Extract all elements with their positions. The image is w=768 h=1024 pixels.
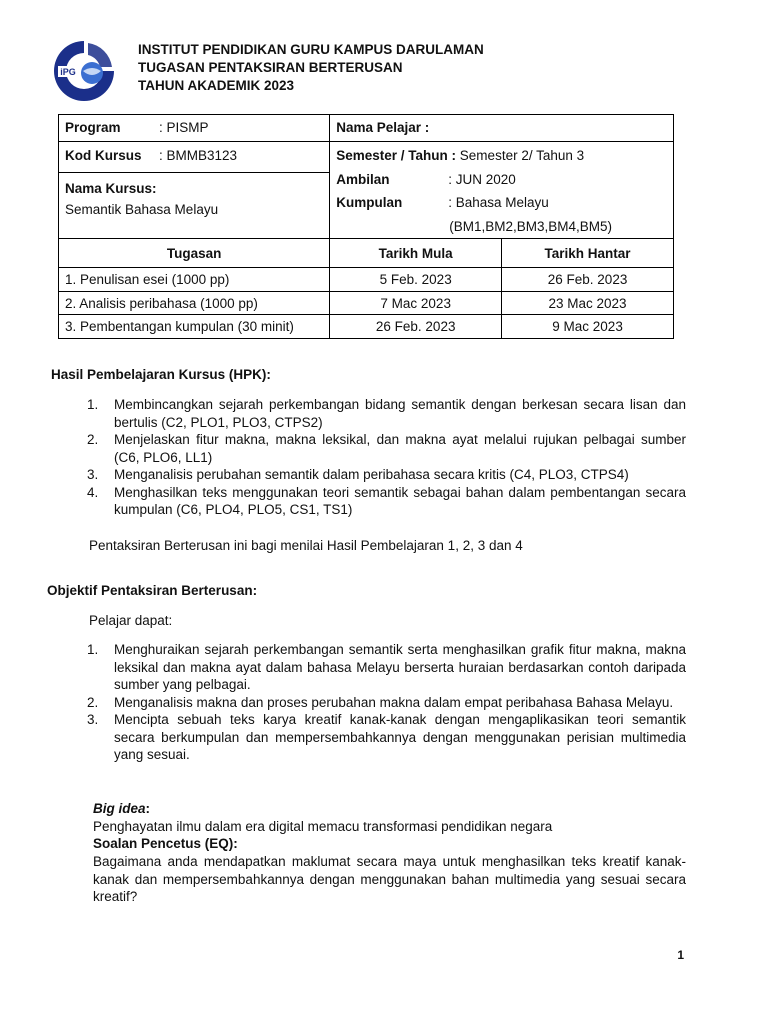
ambilan-value: : JUN 2020 (448, 171, 516, 187)
big-idea-text: Penghayatan ilmu dalam era digital memacu transformasi pendidikan negara (93, 819, 553, 834)
program-label: Program (65, 120, 121, 135)
ambilan-label: Ambilan (336, 171, 390, 187)
document-header (138, 41, 484, 95)
nama-pelajar-cell (330, 115, 674, 142)
kumpulan-value: : Bahasa Melayu (448, 195, 549, 210)
soalan-label: Soalan Pencetus (EQ): (93, 836, 238, 851)
nama-kursus-label: Nama Kursus (65, 180, 153, 196)
table-row (59, 268, 674, 292)
task-due-date: 26 Feb. 2023 (502, 268, 674, 292)
institution-title: INSTITUT PENDIDIKAN GURU KAMPUS DARULAMAN (138, 42, 484, 57)
task-start-date: 26 Feb. 2023 (330, 315, 502, 339)
header-tugasan: Tugasan (59, 239, 330, 268)
soalan-text: Bagaimana anda mendapatkan maklumat secara maya untuk menghasilkan teks kreatif kanak-kanak dan mempersembahkannya dengan menggunakan bahan multimedia yang sesuai secara kreatif? (93, 854, 686, 904)
kumpulan-label: Kumpulan (336, 195, 403, 210)
semester-cell (330, 142, 674, 239)
header-tarikh-hantar: Tarikh Hantar (502, 239, 674, 268)
logo-text: iPG (60, 67, 76, 77)
kod-kursus-cell (59, 142, 330, 173)
nama-kursus-cell (59, 172, 330, 238)
semester-label: Semester / Tahun : (336, 148, 457, 163)
header-tarikh-mula: Tarikh Mula (330, 239, 502, 268)
kod-kursus-label: Kod Kursus (65, 148, 142, 163)
task-name: 3. Pembentangan kumpulan (30 minit) (59, 315, 330, 339)
hpk-title: Hasil Pembelajaran Kursus (HPK): (51, 367, 271, 382)
task-due-date: 23 Mac 2023 (502, 292, 674, 315)
task-start-date: 5 Feb. 2023 (330, 268, 502, 292)
list-item: 2. Menjelaskan fitur makna, makna leksikal, dan makna ayat melalui rujukan pelbagai sumber (C6, PLO6, LL1) (87, 432, 686, 465)
list-item: 3. Mencipta sebuah teks karya kreatif kanak-kanak dengan mengaplikasikan teori semantik secara berkumpulan dan mempersembahkannya dengan menggunakan perisian multimedia yang sesuai. (87, 712, 686, 762)
objektif-title: Objektif Pentaksiran Berterusan: (47, 583, 258, 598)
table-row (59, 292, 674, 315)
academic-year: TAHUN AKADEMIK 2023 (138, 78, 295, 93)
task-name: 1. Penulisan esei (1000 pp) (59, 268, 330, 292)
assignment-title: TUGASAN PENTAKSIRAN BERTERUSAN (138, 60, 403, 75)
big-idea-label: Big idea: (93, 801, 151, 816)
course-info-table (58, 114, 674, 339)
semester-value: Semester 2/ Tahun 3 (459, 148, 585, 163)
program-value: : PISMP (159, 120, 209, 135)
hpk-list (87, 396, 686, 519)
objektif-list (87, 641, 686, 764)
list-item: 1. Menghuraikan sejarah perkembangan semantik serta menghasilkan grafik fitur makna, makna leksikal dan makna ayat dalam bahasa Melayu berserta huraian berdasarkan contoh daripada sumber yang pelbagai. (87, 642, 686, 692)
task-due-date: 9 Mac 2023 (502, 315, 674, 339)
nama-kursus-colon: : (152, 180, 157, 196)
nama-kursus-value: Semantik Bahasa Melayu (65, 201, 219, 217)
hpk-note: Pentaksiran Berterusan ini bagi menilai Hasil Pembelajaran 1, 2, 3 dan 4 (89, 538, 523, 553)
task-start-date: 7 Mac 2023 (330, 292, 502, 315)
nama-pelajar-label: Nama Pelajar : (336, 120, 430, 135)
list-item: 3. Menganalisis perubahan semantik dalam peribahasa secara kritis (C4, PLO3, CTPS4) (87, 467, 629, 482)
objektif-intro: Pelajar dapat: (89, 613, 173, 628)
task-name: 2. Analisis peribahasa (1000 pp) (59, 292, 330, 315)
list-item: 2. Menganalisis makna dan proses perubahan makna dalam empat peribahasa Bahasa Melayu. (87, 694, 674, 710)
list-item: 4. Menghasilkan teks menggunakan teori semantik sebagai bahan dalam pembentangan secara kumpulan (C6, PLO4, PLO5, CS1, TS1) (87, 484, 686, 517)
program-cell (59, 115, 330, 142)
kumpulan-classes: (BM1,BM2,BM3,BM4,BM5) (449, 218, 613, 234)
kod-kursus-value: : BMMB3123 (159, 148, 238, 163)
table-row (59, 315, 674, 339)
ipg-logo (52, 39, 116, 103)
list-item: 1. Membincangkan sejarah perkembangan bidang semantik dengan berkesan secara lisan dan bertulis (C2, PLO1, PLO3, CTPS2) (87, 397, 686, 430)
page-number: 1 (677, 948, 684, 962)
